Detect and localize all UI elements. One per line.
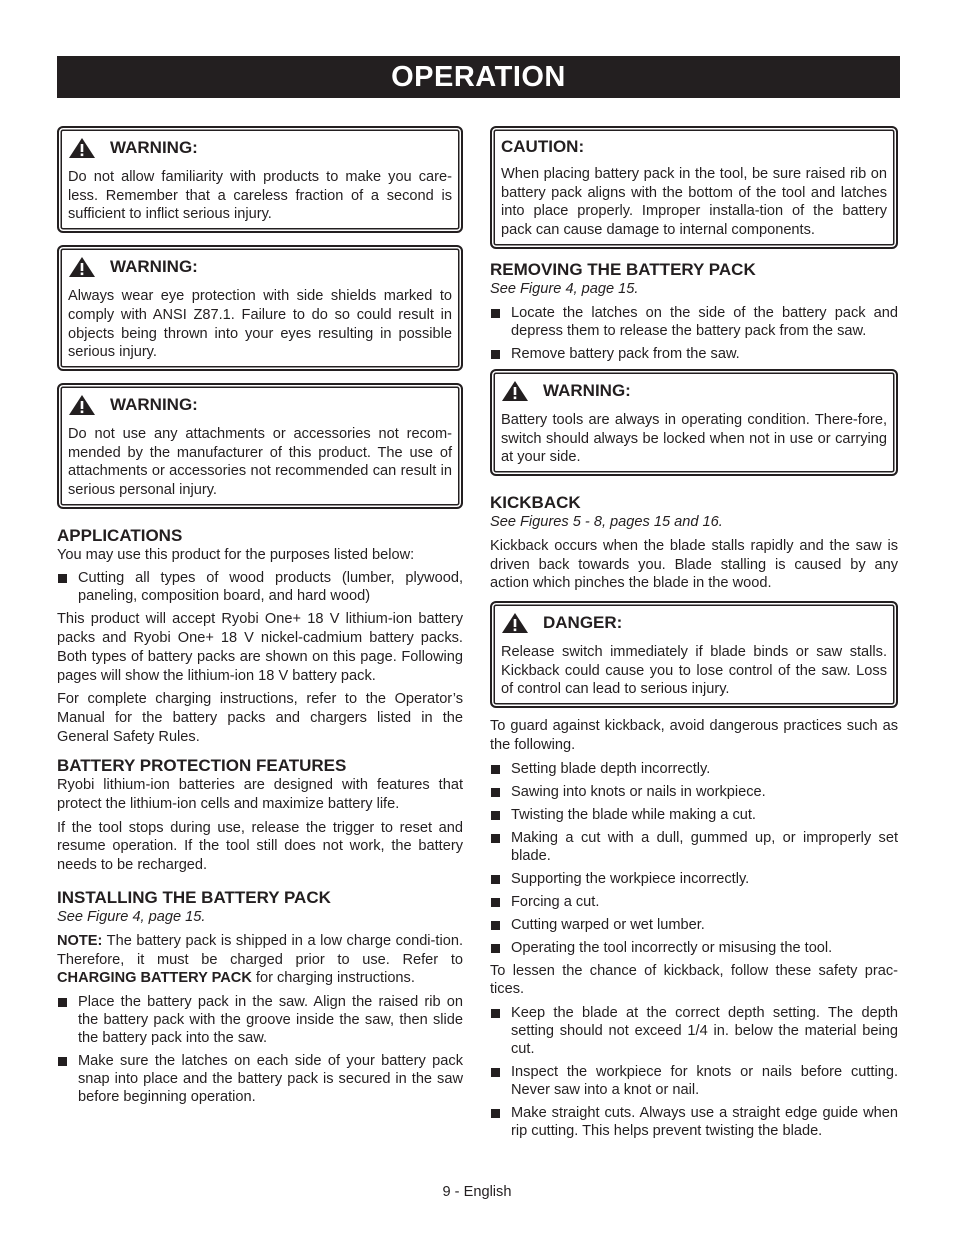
bullet-square-icon [491,350,500,359]
bullet-square-icon [491,1068,500,1077]
note-label: NOTE: [57,932,103,949]
list-item: Make sure the latches on each side of your battery pack snap into place and the battery pack is secured in the saw before beginning operation. [57,1052,463,1106]
danger-triangle-icon [501,612,529,634]
warning-title: WARNING: [501,380,887,402]
warning-title: WARNING: [68,256,452,278]
applications-intro: You may use this product for the purposes listed below: [57,546,415,563]
warning-triangle-icon [68,137,96,159]
caution-title: CAUTION: [501,137,585,156]
list-item: Inspect the workpiece for knots or nails before cutting. Never saw into a knot or nail. [490,1063,898,1099]
bullet-square-icon [58,1057,67,1066]
bullet-square-icon [491,788,500,797]
right-column [490,126,898,1145]
bullet-square-icon [491,309,500,318]
applications-paragraph: For complete charging instructions, refer to the Operator’s Manual for the battery packs and chargers listed in the General Safety Rules. [57,691,463,745]
kickback-avoid-list [490,760,898,957]
warning-text: Do not allow familiarity with products to make you care-less. Remember that a careless fraction of a second is sufficient to inflict serious injury. [68,169,452,223]
bullet-square-icon [491,944,500,953]
bullet-square-icon [491,811,500,820]
bullet-square-icon [491,765,500,774]
applications-list [57,569,463,605]
warning-title: WARNING: [68,137,452,159]
bullet-square-icon [58,998,67,1007]
left-column [57,126,463,1111]
list-item: Twisting the blade while making a cut. [490,806,898,824]
bullet-square-icon [491,834,500,843]
caution-box [490,126,898,249]
list-item: Make straight cuts. Always use a straight edge guide when rip cutting. This helps prevent twisting the blade. [490,1104,898,1140]
warning-title: WARNING: [68,394,452,416]
warning-triangle-icon [68,394,96,416]
battery-protection-paragraph: If the tool stops during use, release the trigger to reset and resume operation. If the tool still does not work, the battery needs to be recharged. [57,819,463,874]
installing-note: NOTE: The battery pack is shipped in a low charge condi-tion. Therefore, it must be charged prior to use. Refer to CHARGING BATTERY PACK for charging instructions. [57,932,463,987]
warning-box-familiarity [57,126,463,233]
warning-box-battery-tools [490,369,898,476]
list-item: Locate the latches on the side of the battery pack and depress them to release the battery pack from the saw. [490,304,898,340]
battery-protection-paragraph: Ryobi lithium-ion batteries are designed with features that protect the lithium-ion cells and maximize battery life. [57,777,463,813]
figure-reference: See Figure 4, page 15. [57,908,206,925]
warning-box-attachments [57,383,463,509]
danger-title: DANGER: [501,612,887,634]
page-number: 9 - English [442,1184,512,1200]
warning-text: Battery tools are always in operating condition. There-fore, switch should always be locked when not in use or carrying at your side. [501,411,887,466]
kickback-safety-list [490,1004,898,1140]
bullet-square-icon [491,921,500,930]
kickback-paragraph: Kickback occurs when the blade stalls rapidly and the saw is driven back towards you. Blade stalling is caused by any action which pinches the blade in the wood. [490,537,898,592]
removing-heading: REMOVING THE BATTERY PACK [490,259,756,279]
page-title: OPERATION [57,56,900,98]
warning-text: Do not use any attachments or accessories not recom-mended by the manufacturer of this product. The use of attachments or accessories not recommended can result in serious personal injury. [68,425,452,499]
list-item: Remove battery pack from the saw. [490,345,898,363]
bullet-square-icon [491,898,500,907]
figure-reference: See Figure 4, page 15. [490,280,639,297]
installing-heading: INSTALLING THE BATTERY PACK [57,887,331,907]
section-reference: CHARGING BATTERY PACK [57,970,252,987]
list-item: Sawing into knots or nails in workpiece. [490,783,898,801]
removing-list [490,304,898,363]
installing-list [57,993,463,1106]
warning-text: Always wear eye protection with side shields marked to comply with ANSI Z87.1. Failure to do so could result in objects being thrown into your eyes resulting in possible serious injury. [68,288,452,361]
kickback-heading: KICKBACK [490,492,581,512]
list-item: Cutting all types of wood products (lumber, plywood, paneling, composition board, and hard wood) [57,569,463,605]
battery-protection-heading: BATTERY PROTECTION FEATURES [57,756,347,776]
applications-paragraph: This product will accept Ryobi One+ 18 V lithium-ion battery packs and Ryobi One+ 18 V nickel-cadmium battery packs. Both types of battery packs are shown on this page. Following pages will show the lithium-ion 18 V battery pack. [57,611,463,684]
bullet-square-icon [58,574,67,583]
list-item: Keep the blade at the correct depth setting. The depth setting should not exceed 1/4 in. below the material being cut. [490,1004,898,1058]
figure-reference: See Figures 5 - 8, pages 15 and 16. [490,513,723,530]
danger-box [490,601,898,708]
list-item: Setting blade depth incorrectly. [490,760,898,778]
list-item: Place the battery pack in the saw. Align the raised rib on the battery pack with the groove inside the saw, then slide the battery pack into the saw. [57,993,463,1047]
caution-text: When placing battery pack in the tool, be sure raised rib on battery pack aligns with the bottom of the tool and latches into place properly. Improper installa-tion of the battery pack can cause damage to internal components. [501,166,887,239]
warning-triangle-icon [501,380,529,402]
kickback-paragraph: To lessen the chance of kickback, follow these safety prac-tices. [490,962,898,998]
applications-heading: APPLICATIONS [57,525,183,545]
warning-box-eye-protection [57,245,463,371]
list-item: Operating the tool incorrectly or misusing the tool. [490,939,898,957]
list-item: Cutting warped or wet lumber. [490,916,898,934]
bullet-square-icon [491,1109,500,1118]
warning-triangle-icon [68,256,96,278]
bullet-square-icon [491,1009,500,1018]
danger-text: Release switch immediately if blade binds or saw stalls. Kickback could cause you to lose control of the saw. Loss of control can lead to serious injury. [501,644,887,698]
list-item: Supporting the workpiece incorrectly. [490,870,898,888]
kickback-paragraph: To guard against kickback, avoid dangerous practices such as the following. [490,718,898,753]
list-item: Forcing a cut. [490,893,898,911]
bullet-square-icon [491,875,500,884]
list-item: Making a cut with a dull, gummed up, or improperly set blade. [490,829,898,865]
